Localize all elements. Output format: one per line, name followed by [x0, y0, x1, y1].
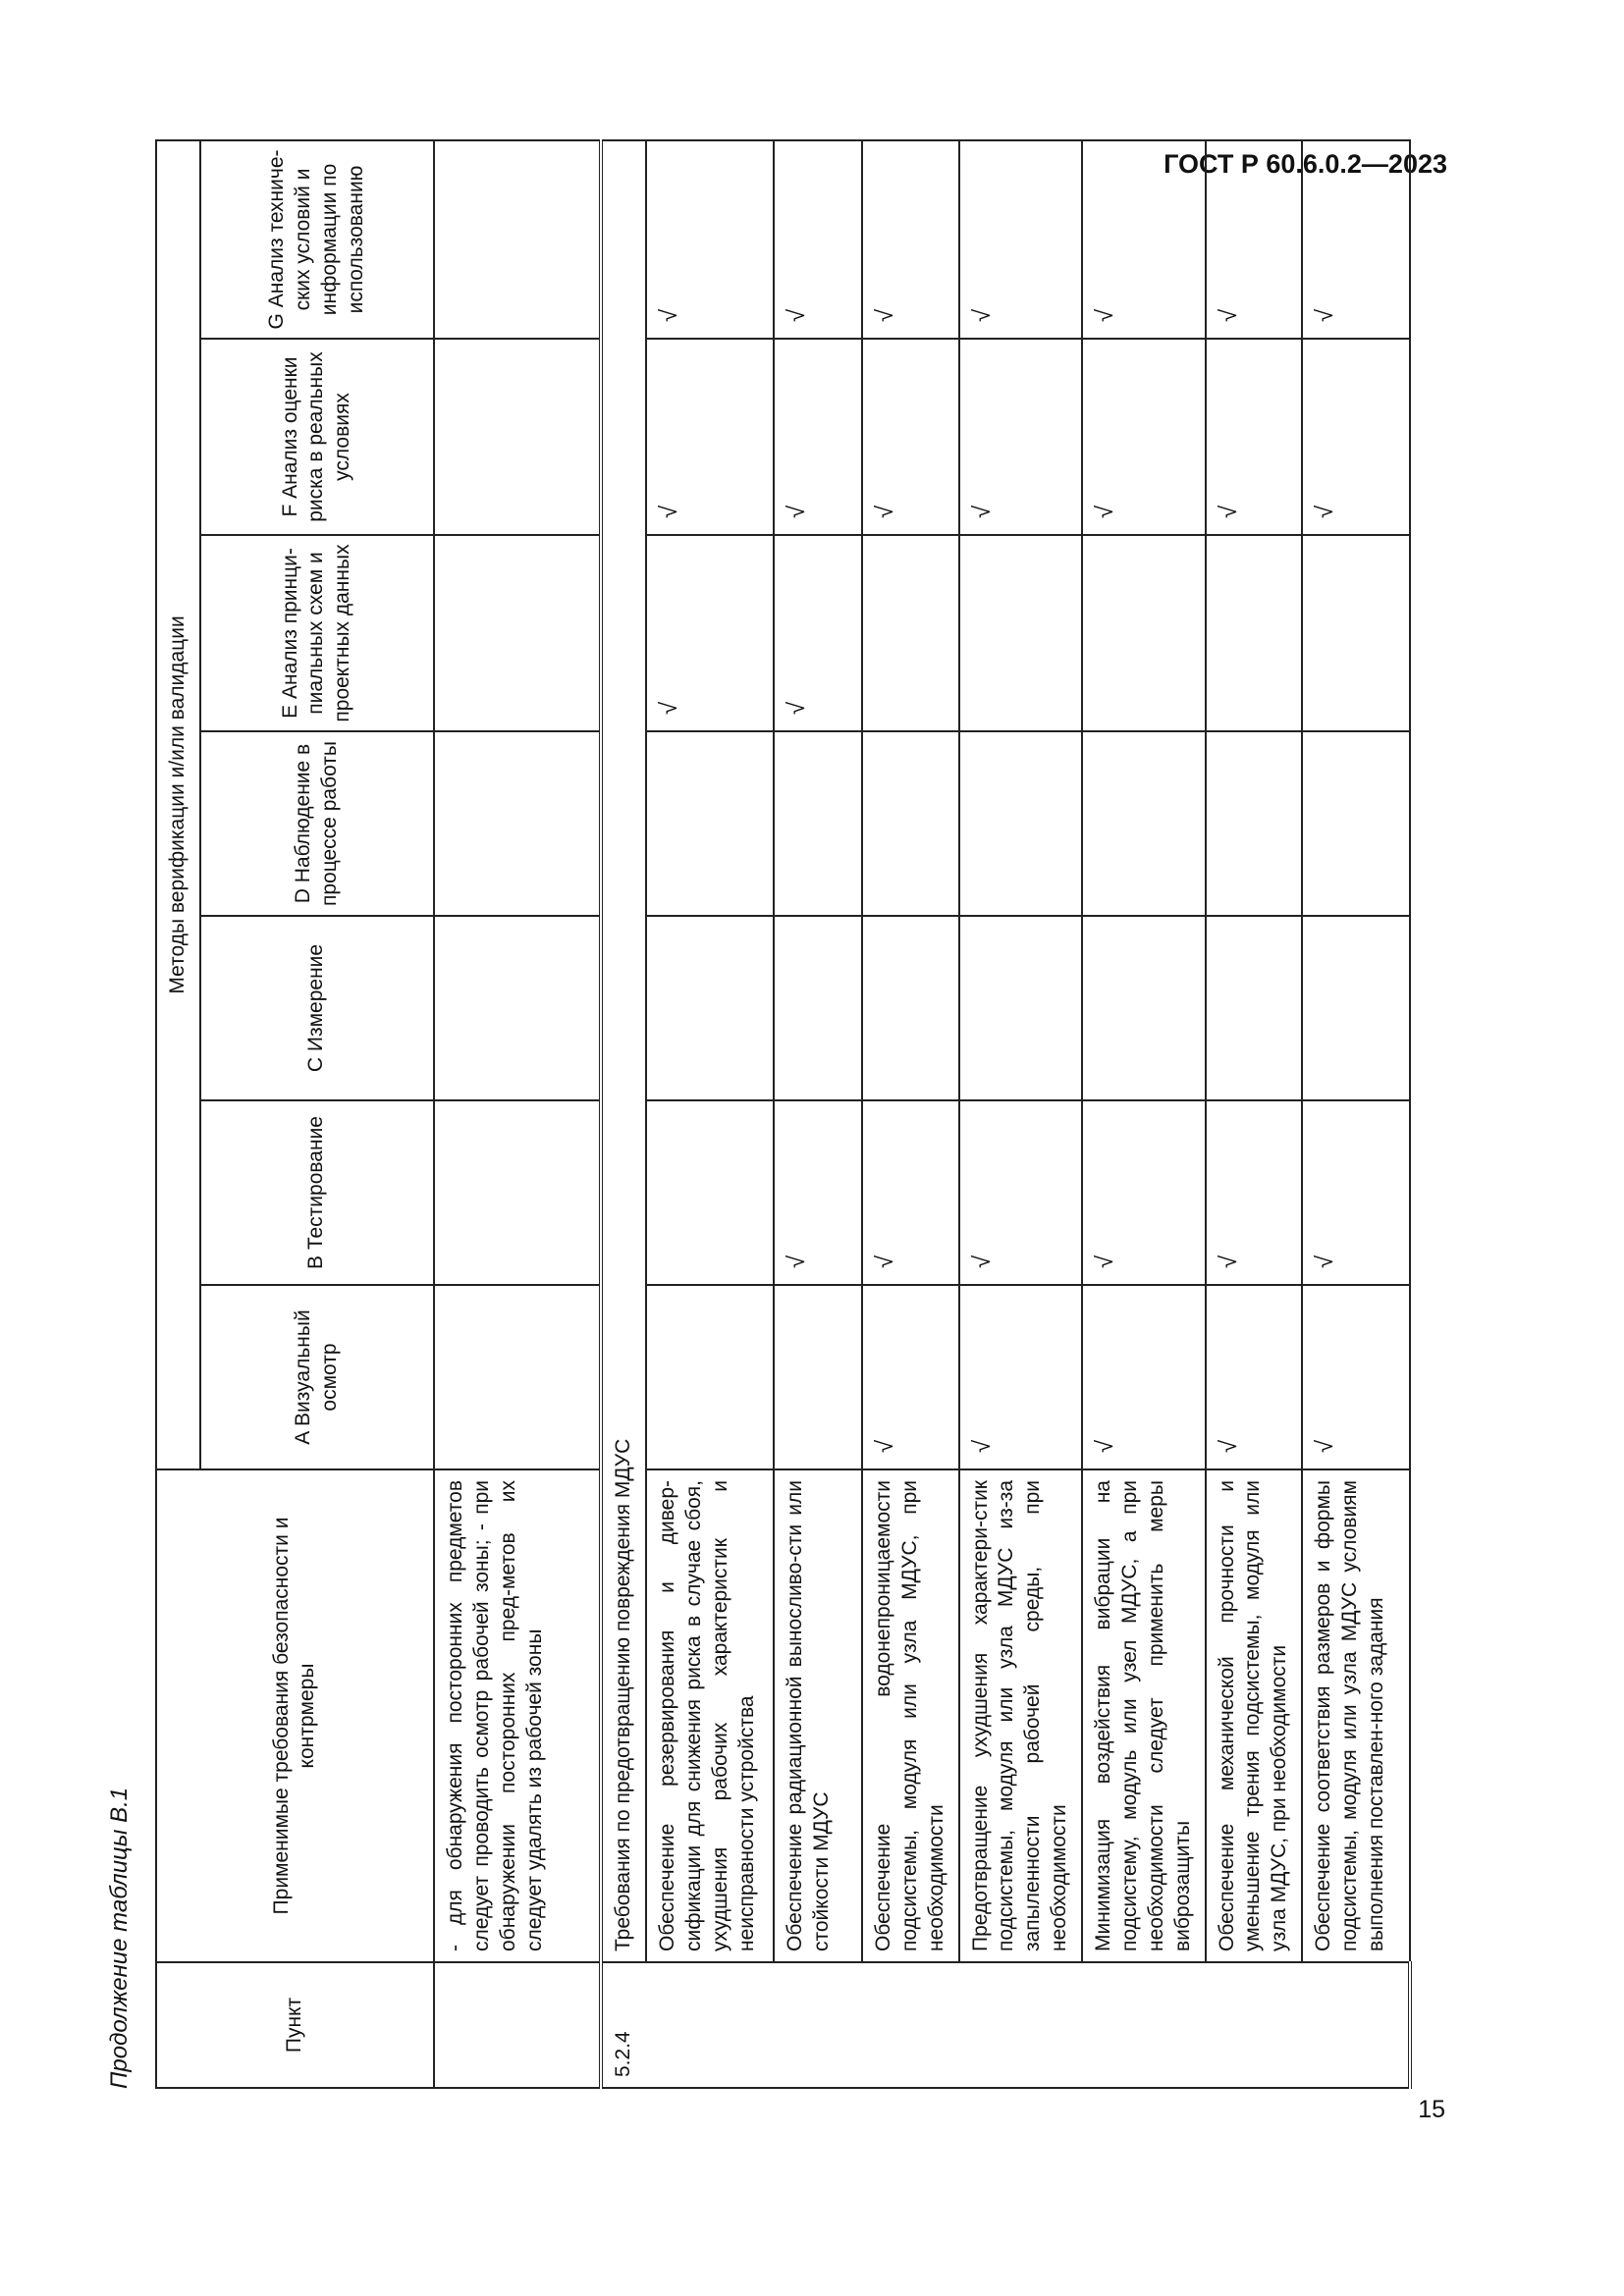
row-requirement: Предотвращение ухудшения характери-стик подсистемы, модуля или узла МДУС из-за запыленности рабочей среды, при необходимости: [959, 1469, 1083, 1962]
row-requirement: - для обнаружения посторонних предметов следует проводить осмотр рабочей зоны; - при обнаружении посторонних пред-метов их следует удалять из рабочей зоны: [434, 1469, 601, 1962]
mark-cell: √: [774, 140, 862, 339]
section-clause-number: 5.2.4: [601, 1962, 1410, 2088]
header-method-a: A Визуальный осмотр: [200, 1285, 434, 1469]
page-number: 15: [1418, 2096, 1445, 2123]
header-method-d: D Наблюдение в процессе работы: [200, 731, 434, 916]
mark-cell: [774, 731, 862, 916]
table-row: [646, 140, 774, 2088]
section-header-row: [601, 140, 646, 2088]
rotated-table-block: [106, 135, 1422, 2089]
mark-cell: √: [646, 535, 774, 731]
table-caption: Продолжение таблицы В.1: [106, 1787, 133, 2089]
mark-cell: √: [862, 1285, 959, 1469]
mark-cell: √: [774, 1100, 862, 1285]
mark-cell: √: [959, 1285, 1083, 1469]
mark-cell: √: [1206, 1100, 1303, 1285]
document-standard-number: ГОСТ Р 60.6.0.2—2023: [1164, 149, 1447, 179]
mark-cell: [774, 916, 862, 1100]
row-requirement: Обеспечение резервирования и дивер-сификации для снижения риска в случае сбоя, ухудшения рабочих характеристик и неисправности устройства: [646, 1469, 774, 1962]
mark-cell: [1206, 916, 1303, 1100]
mark-cell: √: [1082, 1100, 1206, 1285]
mark-cell: [646, 1100, 774, 1285]
table-row: [1302, 140, 1410, 2088]
mark-cell: √: [1302, 339, 1410, 535]
row-requirement: Обеспечение соответствия размеров и формы подсистемы, модуля или узла МДУС условиям выполнения поставлен-ного задания: [1302, 1469, 1410, 1962]
header-method-e: E Анализ принци-пиальных схем и проектных данных: [200, 535, 434, 731]
mark-cell: √: [959, 140, 1083, 339]
mark-cell: [862, 535, 959, 731]
mark-cell: √: [646, 339, 774, 535]
mark-cell: [1082, 916, 1206, 1100]
header-method-g: G Анализ техниче-ских условий и информации по использованию: [200, 140, 434, 339]
table-row: [862, 140, 959, 2088]
row-requirement: Обеспечение механической прочности и уменьшение трения подсистемы, модуля или узла МДУС, при необходимости: [1206, 1469, 1303, 1962]
table-row: [1206, 140, 1303, 2088]
header-methods-title: Методы верификации и/или валидации: [156, 140, 200, 1469]
row-clause: [434, 1962, 601, 2088]
mark-cell: √: [862, 1100, 959, 1285]
header-method-f: F Анализ оценки риска в реальных условиях: [200, 339, 434, 535]
mark-cell: √: [959, 339, 1083, 535]
mark-cell: √: [959, 1100, 1083, 1285]
mark-cell: [959, 731, 1083, 916]
mark-cell: [1206, 731, 1303, 916]
section-title: Требования по предотвращению повреждения МДУС: [601, 140, 646, 1962]
mark-cell: √: [1082, 339, 1206, 535]
table-row: [959, 140, 1083, 2088]
table-row: [774, 140, 862, 2088]
mark-cell: √: [1206, 140, 1303, 339]
mark-cell: [862, 731, 959, 916]
table-row: [1082, 140, 1206, 2088]
mark-cell: [959, 535, 1083, 731]
mark-cell: [959, 916, 1083, 1100]
mark-cell: [646, 916, 774, 1100]
verification-table: [155, 139, 1412, 2089]
mark-cell: √: [862, 339, 959, 535]
mark-cell: √: [1082, 140, 1206, 339]
header-clause: Пункт: [156, 1962, 434, 2088]
mark-cell: [1206, 535, 1303, 731]
mark-cell: [1082, 535, 1206, 731]
header-method-c: C Измерение: [200, 916, 434, 1100]
mark-cell: √: [1206, 339, 1303, 535]
mark-cell: √: [774, 535, 862, 731]
row-requirement: Обеспечение водонепроницаемости подсистемы, модуля или узла МДУС, при необходимости: [862, 1469, 959, 1962]
mark-cell: [1302, 731, 1410, 916]
mark-cell: √: [646, 140, 774, 339]
mark-cell: √: [1082, 1285, 1206, 1469]
mark-cell: [1302, 916, 1410, 1100]
mark-cell: √: [1302, 1285, 1410, 1469]
mark-cell: √: [1302, 1100, 1410, 1285]
mark-cell: [862, 916, 959, 1100]
mark-cell: √: [1302, 140, 1410, 339]
table-row-continued: [434, 140, 601, 2088]
header-requirements: Применимые требования безопасности и контрмеры: [156, 1469, 434, 1962]
mark-cell: √: [774, 339, 862, 535]
mark-cell: √: [862, 140, 959, 339]
mark-cell: [1302, 535, 1410, 731]
mark-cell: [646, 731, 774, 916]
mark-cell: [774, 1285, 862, 1469]
mark-cell: [1082, 731, 1206, 916]
header-method-b: B Тестирование: [200, 1100, 434, 1285]
row-requirement: Минимизация воздействия вибрации на подсистему, модуль или узел МДУС, а при необходимости следует применить меры виброзащиты: [1082, 1469, 1206, 1962]
row-requirement: Обеспечение радиационной выносливо-сти или стойкости МДУС: [774, 1469, 862, 1962]
mark-cell: [646, 1285, 774, 1469]
mark-cell: √: [1206, 1285, 1303, 1469]
